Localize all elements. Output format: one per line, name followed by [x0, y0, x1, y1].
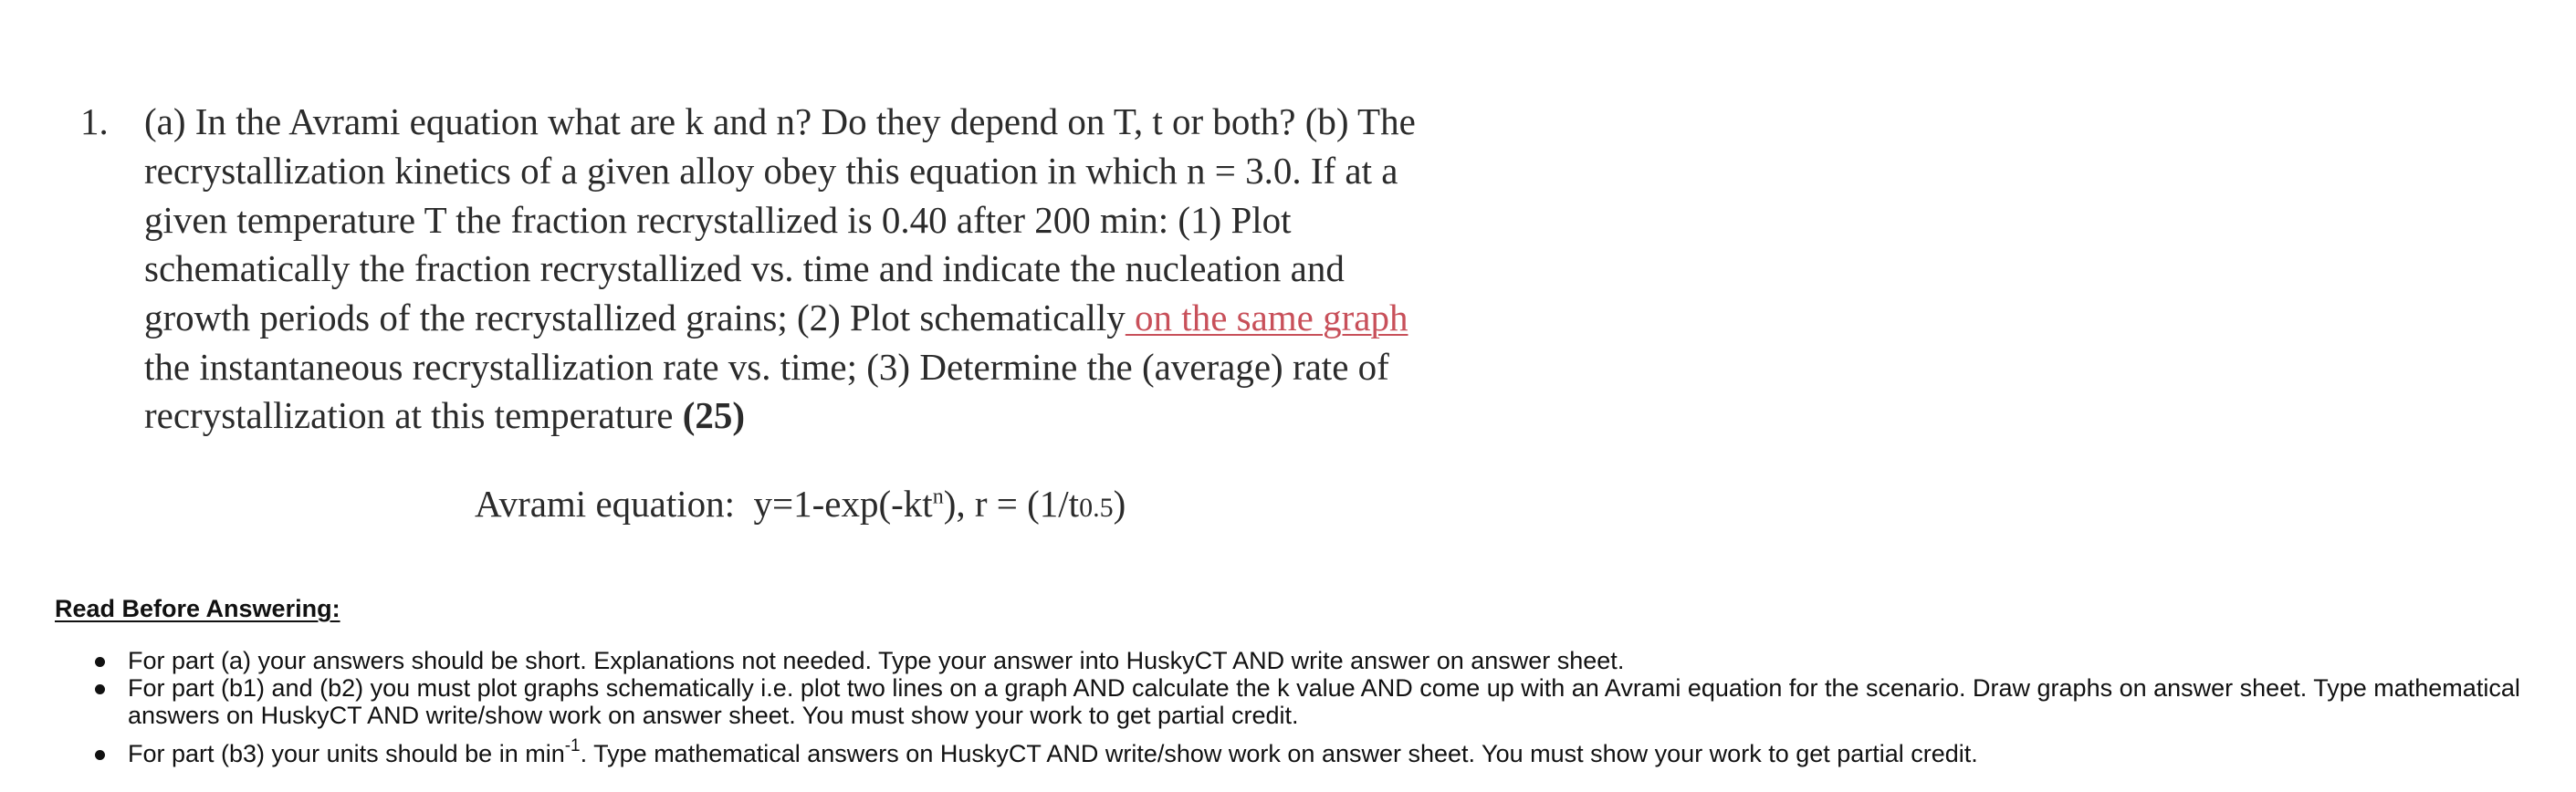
problem-line-1: (a) In the Avrami equation what are k and n? Do they depend on T, t or both? (b) The: [144, 100, 1416, 142]
problem-line-7: [144, 391, 745, 440]
bullet-icon: [95, 657, 105, 667]
formula-subscript: 0.5: [1079, 493, 1114, 523]
problem-number: 1.: [80, 100, 109, 142]
formula-exponent: n: [932, 485, 944, 509]
instructions-list: [55, 647, 2556, 767]
equation-label: Avrami equation:: [475, 483, 736, 525]
problem-line-2: recrystallization kinetics of a given alloy obey this equation in which n = 3.0. If at a: [144, 150, 1398, 192]
instructions-heading: Read Before Answering:: [55, 595, 340, 622]
list-item: [55, 736, 2556, 767]
list-item: [55, 647, 2556, 674]
avrami-equation: [475, 482, 1126, 526]
bullet-icon: [95, 750, 105, 760]
formula-part-3: ): [1113, 483, 1126, 525]
bullet-text-part-1: For part (b3) your units should be in min: [128, 740, 565, 767]
bullet-text-line-1: For part (b1) and (b2) you must plot graphs schematically i.e. plot two lines on a graph AND calculate the k value AND come up with an Avrami equation for the scenario. Draw graphs on answer sheet. Type mathematical: [128, 674, 2520, 702]
points-value: (25): [682, 394, 746, 436]
problem-line-5-text: growth periods of the recrystallized grains; (2) Plot schematically: [144, 297, 1126, 339]
bullet-icon: [95, 684, 105, 694]
problem-line-6: the instantaneous recrystallization rate vs. time; (3) Determine the (average) rate of: [144, 346, 1389, 388]
same-graph-annotation: on the same graph: [1125, 297, 1408, 339]
equation-formula: [754, 483, 1126, 525]
formula-part-2: ), r = (1/t: [943, 483, 1080, 525]
bullet-text: For part (a) your answers should be short. Explanations not needed. Type your answer into HuskyCT AND write answer on answer sheet.: [128, 647, 1625, 674]
formula-part-1: y=1-exp(-kt: [753, 483, 933, 525]
bullet-text-line-2: answers on HuskyCT AND write/show work on answer sheet. You must show your work to get partial credit.: [128, 702, 1299, 729]
problem-line-3: given temperature T the fraction recrystallized is 0.40 after 200 min: (1) Plot: [144, 199, 1292, 241]
instructions-section: [55, 595, 2556, 767]
bullet-text-part-2: . Type mathematical answers on HuskyCT AND write/show work on answer sheet. You must show your work to get partial credit.: [580, 740, 1978, 767]
list-item: [55, 674, 2556, 729]
unit-exponent: -1: [564, 736, 581, 756]
problem-line-4: schematically the fraction recrystallized vs. time and indicate the nucleation and: [144, 247, 1345, 289]
problem-line-7-text: recrystallization at this temperature: [144, 394, 683, 436]
problem-line-5: [144, 293, 1408, 342]
